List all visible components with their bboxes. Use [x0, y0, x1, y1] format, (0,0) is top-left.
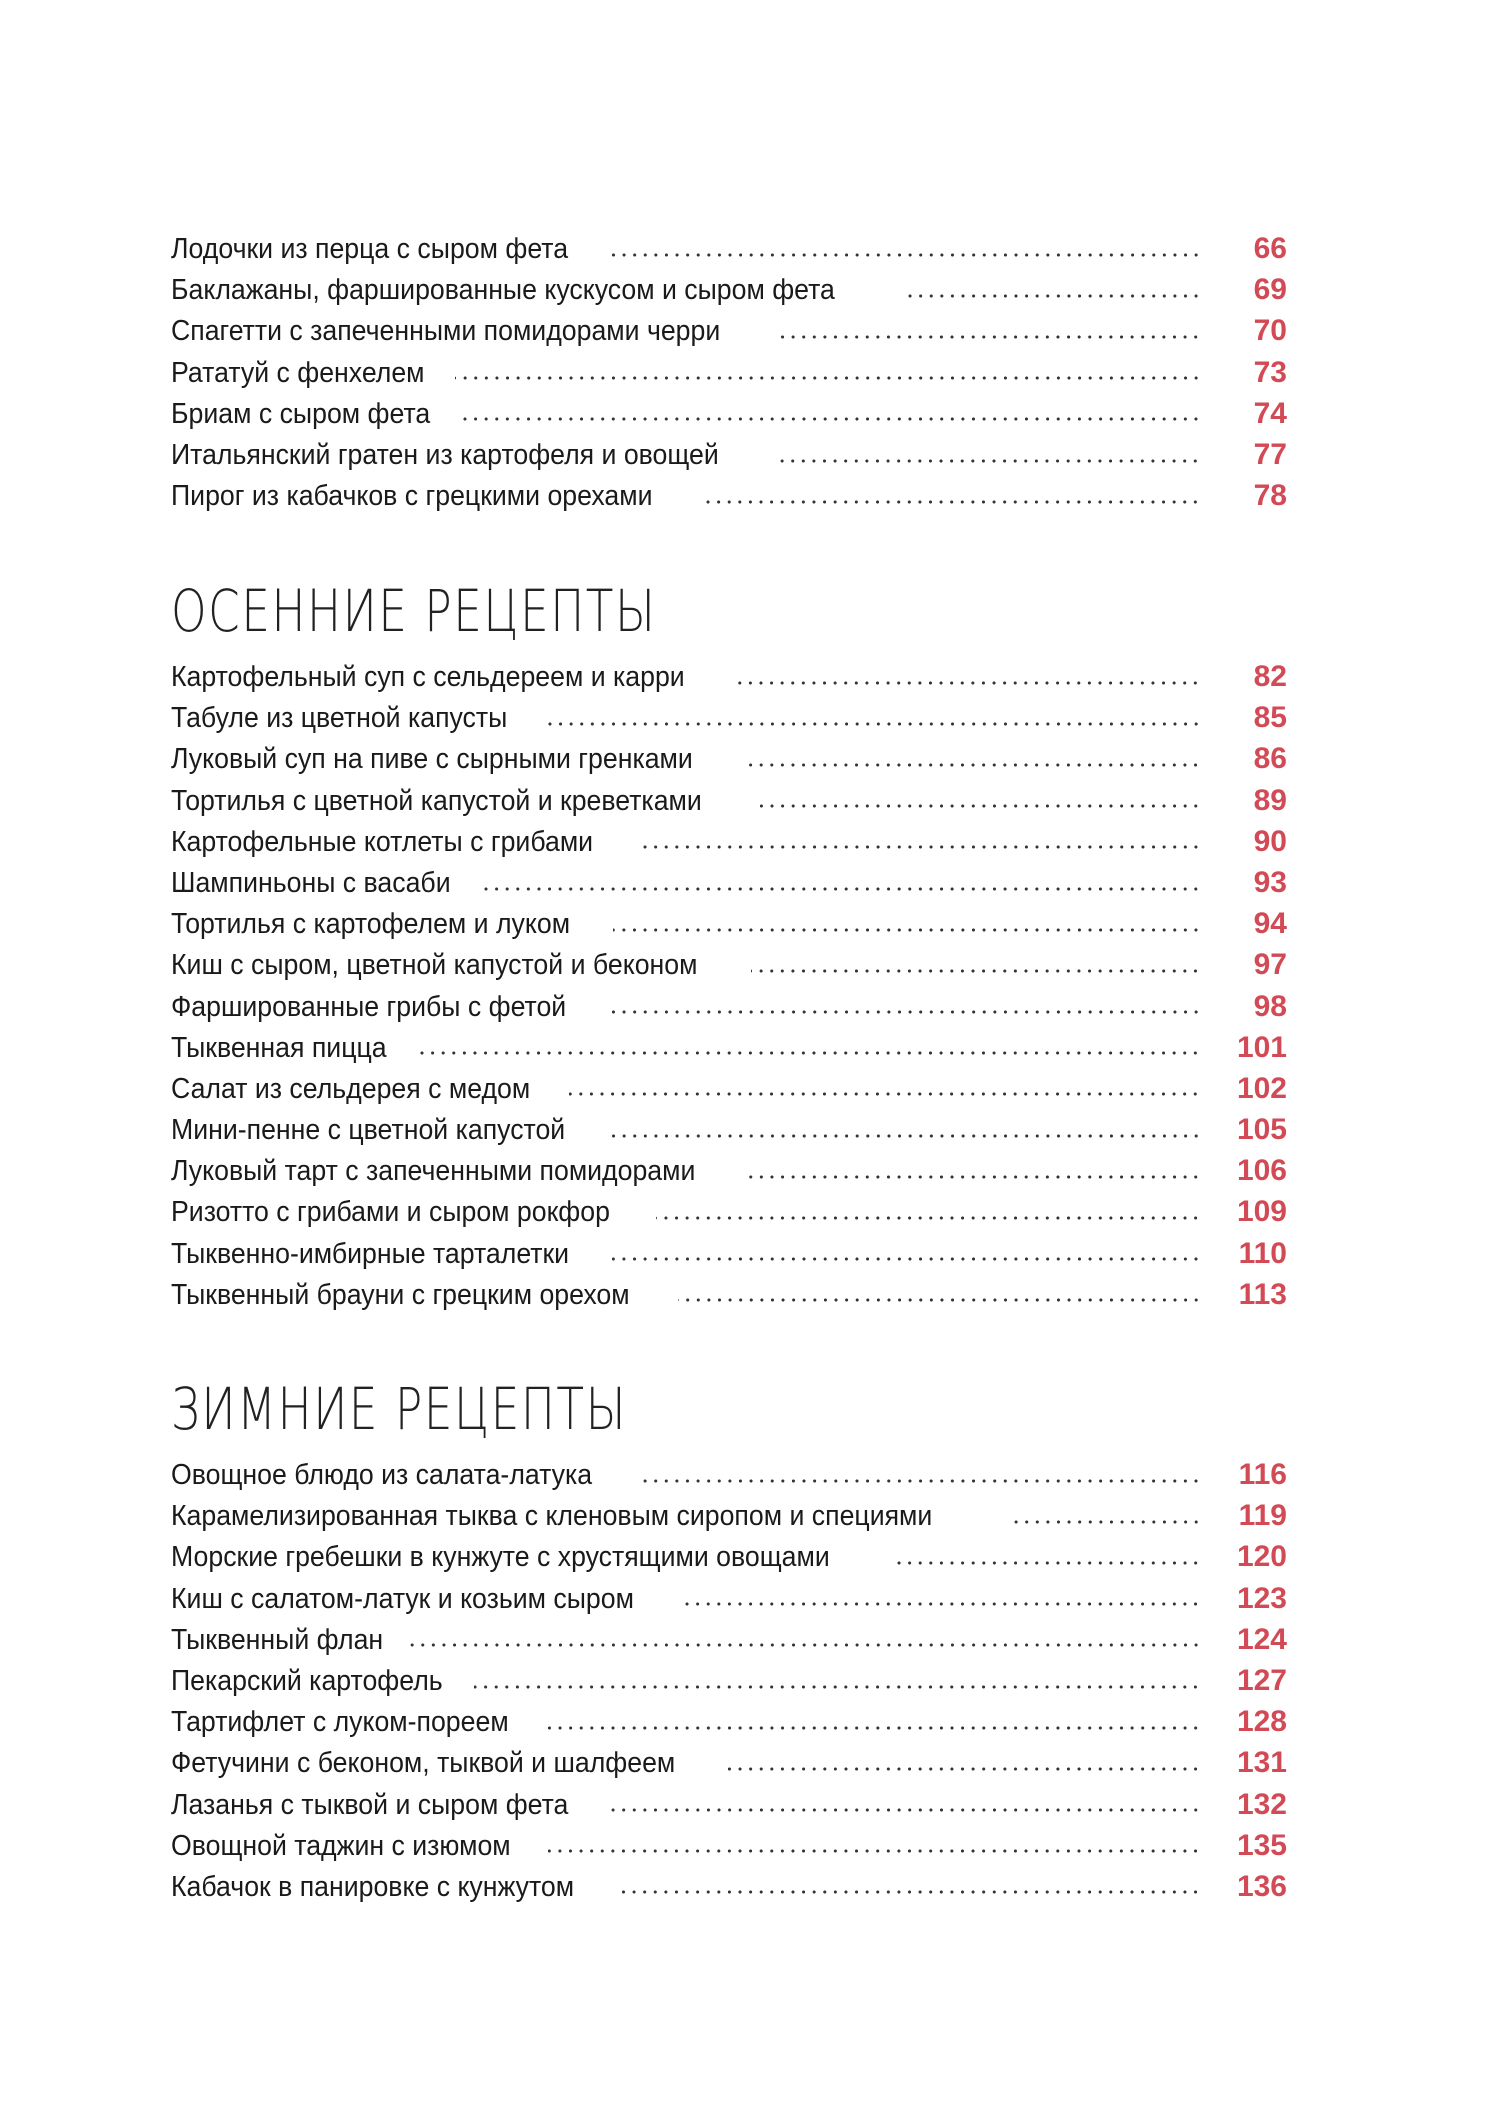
- entry-title: Лазанья с тыквой и сыром фета: [171, 1788, 569, 1821]
- entry-page-number: 120: [1236, 1540, 1287, 1574]
- entry-page-number: 123: [1236, 1581, 1287, 1615]
- entry-title: Луковый тарт с запеченными помидорами: [171, 1155, 696, 1188]
- leader-dots: [613, 928, 1201, 932]
- entry-title: Фаршированные грибы с фетой: [171, 990, 567, 1023]
- entry-page-number: 97: [1253, 948, 1287, 982]
- entry-title: Киш с салатом-латук и козьим сыром: [171, 1582, 634, 1615]
- entry-page-number: 101: [1236, 1030, 1287, 1064]
- entry-page-number: 89: [1253, 783, 1287, 817]
- toc-entry[interactable]: [171, 1150, 1287, 1191]
- toc-entry[interactable]: [171, 393, 1287, 434]
- leader-dots: [461, 417, 1201, 421]
- entry-title: Спагетти с запеченными помидорами черри: [171, 315, 721, 348]
- toc-entry[interactable]: [171, 1825, 1287, 1866]
- toc-entry[interactable]: [171, 1742, 1287, 1783]
- toc-entry[interactable]: [171, 1866, 1287, 1907]
- toc-entry[interactable]: [171, 862, 1287, 903]
- toc-entry[interactable]: [171, 903, 1287, 944]
- entry-title: Итальянский гратен из картофеля и овощей: [171, 438, 719, 471]
- toc-entry[interactable]: [171, 1660, 1287, 1701]
- entry-title: Луковый суп на пиве с сырными гренками: [171, 743, 693, 776]
- leader-dots: [608, 1134, 1202, 1138]
- entry-page-number: 77: [1253, 437, 1287, 471]
- entry-page-number: 82: [1253, 660, 1287, 693]
- entry-title: Табуле из цветной капусты: [171, 702, 508, 735]
- entry-page-number: 94: [1253, 907, 1287, 941]
- toc-entry[interactable]: [171, 1536, 1287, 1577]
- entry-page-number: 90: [1253, 824, 1287, 858]
- toc-entry[interactable]: [171, 1027, 1287, 1068]
- toc-entry[interactable]: [171, 1495, 1287, 1536]
- entry-title: Пекарский картофель: [171, 1664, 443, 1697]
- entry-title: Салат из сельдерея с медом: [171, 1072, 531, 1105]
- leader-dots: [611, 1808, 1201, 1812]
- toc-entry[interactable]: [171, 1274, 1287, 1315]
- leader-dots: [483, 887, 1201, 891]
- entry-title: Морские гребешки в кунжуте с хрустящими овощами: [171, 1541, 830, 1574]
- entry-title: Киш с сыром, цветной капустой и беконом: [171, 949, 698, 982]
- toc-entry[interactable]: [171, 1233, 1287, 1274]
- entry-page-number: 113: [1238, 1277, 1287, 1311]
- toc-entry[interactable]: [171, 352, 1287, 393]
- entry-page-number: 66: [1253, 232, 1287, 265]
- entry-page-number: 73: [1253, 355, 1287, 389]
- entry-title: Кабачок в панировке с кунжутом: [171, 1870, 575, 1903]
- toc-entry[interactable]: [171, 475, 1287, 516]
- toc-entry[interactable]: [171, 1619, 1287, 1660]
- entry-title: Тыквенный брауни с грецким орехом: [171, 1278, 630, 1311]
- leader-dots: [756, 804, 1201, 808]
- leader-dots: [656, 1216, 1201, 1220]
- toc-entry[interactable]: [171, 986, 1287, 1027]
- entry-page-number: 93: [1253, 865, 1287, 899]
- entry-page-number: 128: [1236, 1705, 1287, 1739]
- entry-page-number: 69: [1253, 273, 1287, 307]
- leader-dots: [637, 1479, 1201, 1483]
- toc-entry[interactable]: [171, 821, 1287, 862]
- toc-entry[interactable]: [171, 780, 1287, 821]
- leader-dots: [901, 294, 1201, 298]
- entry-title: Бриам с сыром фета: [171, 397, 431, 430]
- leader-dots: [776, 335, 1201, 339]
- entry-title: Шампиньоны с васаби: [171, 866, 451, 899]
- entry-title: Тыквенная пицца: [171, 1031, 387, 1064]
- leader-dots: [569, 1092, 1201, 1096]
- leader-dots: [546, 1726, 1201, 1730]
- leader-dots: [548, 1849, 1201, 1853]
- entry-page-number: 102: [1236, 1071, 1287, 1105]
- entry-page-number: 85: [1253, 701, 1287, 735]
- section-heading: ЗИМНИЕ РЕЦЕПТЫ: [171, 1375, 628, 1443]
- entry-page-number: 119: [1238, 1499, 1287, 1533]
- entry-title: Фетучини с беконом, тыквой и шалфеем: [171, 1747, 676, 1780]
- toc-entries: [171, 228, 1287, 516]
- entry-title: Баклажаны, фаршированные кускусом и сыром фета: [171, 274, 835, 307]
- leader-dots: [612, 1257, 1201, 1261]
- leader-dots: [455, 376, 1201, 380]
- entry-page-number: 109: [1236, 1195, 1287, 1229]
- entry-page-number: 131: [1236, 1746, 1287, 1780]
- entry-page-number: 127: [1236, 1663, 1287, 1697]
- toc-entry[interactable]: [171, 1191, 1287, 1232]
- entry-title: Мини-пенне с цветной капустой: [171, 1114, 566, 1147]
- entry-title: Карамелизированная тыква с кленовым сиропом и специями: [171, 1500, 933, 1533]
- entry-title: Рататуй с фенхелем: [171, 356, 425, 389]
- toc-entry[interactable]: [171, 269, 1287, 310]
- leader-dots: [746, 763, 1201, 767]
- entry-page-number: 106: [1236, 1154, 1287, 1188]
- entry-page-number: 105: [1236, 1113, 1287, 1147]
- toc-entry[interactable]: [171, 1578, 1287, 1619]
- toc-entry[interactable]: [171, 697, 1287, 738]
- entry-title: Тортилья с картофелем и луком: [171, 908, 571, 941]
- toc-entries: [171, 656, 1287, 1315]
- toc-entry[interactable]: [171, 228, 1287, 269]
- entry-page-number: 86: [1253, 742, 1287, 776]
- toc-entry[interactable]: [171, 656, 1287, 697]
- toc-entry[interactable]: [171, 1068, 1287, 1109]
- entry-page-number: 74: [1253, 396, 1287, 430]
- toc-entry[interactable]: [171, 1454, 1287, 1495]
- leader-dots: [617, 1890, 1201, 1894]
- entry-title: Ризотто с грибами и сыром рокфор: [171, 1196, 610, 1229]
- entry-title: Овощной таджин с изюмом: [171, 1829, 511, 1862]
- toc-entries: [171, 1454, 1287, 1907]
- toc-entry[interactable]: [171, 1784, 1287, 1825]
- entry-title: Овощное блюдо из салата-латука: [171, 1459, 593, 1491]
- leader-dots: [413, 1051, 1201, 1055]
- entry-title: Картофельный суп с сельдереем и карри: [171, 661, 685, 693]
- entry-page-number: 136: [1236, 1869, 1287, 1903]
- toc-entry[interactable]: [171, 1109, 1287, 1150]
- entry-page-number: 98: [1253, 989, 1287, 1023]
- entry-title: Пирог из кабачков с грецкими орехами: [171, 480, 653, 513]
- leader-dots: [678, 1298, 1202, 1302]
- entry-page-number: 110: [1238, 1236, 1287, 1270]
- toc-entry[interactable]: [171, 944, 1287, 985]
- leader-dots: [609, 1010, 1201, 1014]
- entry-page-number: 70: [1253, 314, 1287, 348]
- toc-entry[interactable]: [171, 434, 1287, 475]
- leader-dots: [702, 500, 1201, 504]
- leader-dots: [774, 459, 1201, 463]
- entry-title: Тыквенный флан: [171, 1623, 384, 1656]
- toc-entry[interactable]: [171, 738, 1287, 779]
- entry-title: Тартифлет с луком-пореем: [171, 1706, 509, 1739]
- entry-title: Тыквенно-имбирные тарталетки: [171, 1237, 570, 1270]
- leader-dots: [638, 845, 1201, 849]
- toc-entry[interactable]: [171, 1701, 1287, 1742]
- entry-title: Картофельные котлеты с грибами: [171, 825, 594, 858]
- leader-dots: [895, 1561, 1201, 1565]
- leader-dots: [749, 1175, 1201, 1179]
- section-heading: ОСЕННИЕ РЕЦЕПТЫ: [171, 577, 657, 645]
- leader-dots: [611, 253, 1201, 257]
- entry-page-number: 116: [1238, 1458, 1287, 1491]
- leader-dots: [737, 681, 1201, 685]
- toc-entry[interactable]: [171, 310, 1287, 351]
- entry-page-number: 124: [1236, 1622, 1287, 1656]
- leader-dots: [727, 1767, 1201, 1771]
- entry-page-number: 135: [1236, 1828, 1287, 1862]
- entry-title: Лодочки из перца с сыром фета: [171, 233, 569, 265]
- leader-dots: [474, 1685, 1201, 1689]
- leader-dots: [410, 1643, 1201, 1647]
- entry-page-number: 132: [1236, 1787, 1287, 1821]
- leader-dots: [682, 1602, 1201, 1606]
- leader-dots: [545, 722, 1201, 726]
- entry-page-number: 78: [1253, 479, 1287, 513]
- leader-dots: [1007, 1520, 1202, 1524]
- entry-title: Тортилья с цветной капустой и креветками: [171, 784, 702, 817]
- leader-dots: [751, 969, 1201, 973]
